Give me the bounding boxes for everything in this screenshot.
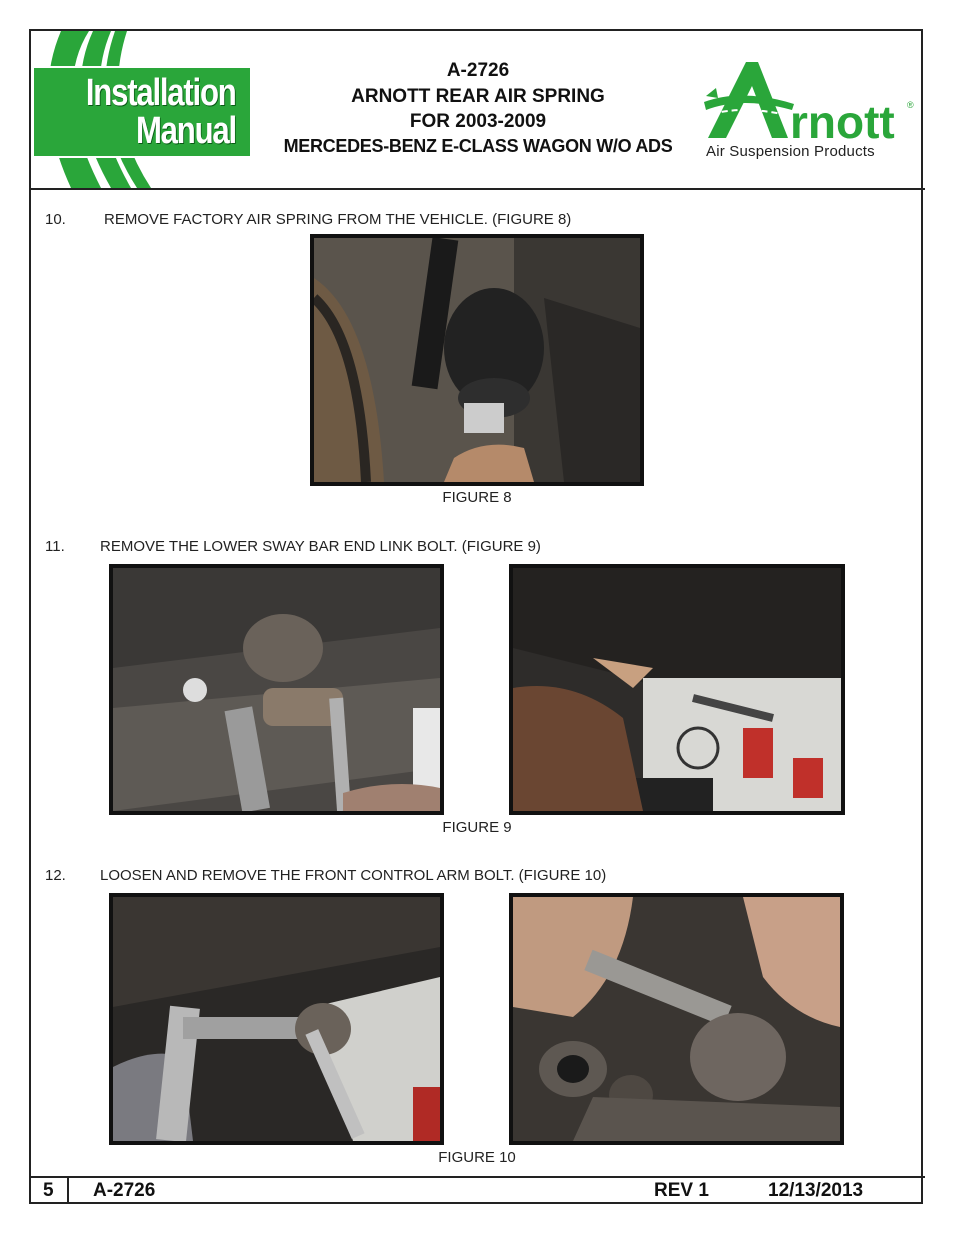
title-product: ARNOTT REAR AIR SPRING — [351, 86, 605, 107]
step-number: 11. — [45, 538, 65, 555]
figure-9-photo-left — [109, 564, 444, 815]
title-part-number: A-2726 — [446, 60, 510, 81]
figure-9-caption: FIGURE 9 — [442, 819, 512, 836]
registered-mark: ® — [907, 100, 914, 110]
arnott-a-icon — [702, 58, 918, 143]
figure-10-photo-right — [509, 893, 844, 1145]
badge-label-box — [32, 66, 252, 158]
figure-8-caption: FIGURE 8 — [442, 489, 512, 506]
title-years: FOR 2003-2009 — [409, 111, 547, 132]
header-divider — [29, 188, 925, 190]
footer-page-number: 5 — [43, 1180, 54, 1201]
step-number: 12. — [45, 867, 66, 884]
figure-10-caption: FIGURE 10 — [438, 1149, 516, 1166]
badge-line-manual: Manual — [136, 110, 236, 152]
step-number: 10. — [45, 211, 66, 228]
footer-part-number: A-2726 — [93, 1180, 156, 1201]
footer-date: 12/13/2013 — [768, 1180, 864, 1201]
logo-wordmark: rnott — [790, 96, 895, 143]
footer-revision: REV 1 — [654, 1180, 709, 1201]
step-text: REMOVE FACTORY AIR SPRING FROM THE VEHICLE. (FIGURE 8) — [104, 211, 572, 228]
figure-10-photo-left — [109, 893, 444, 1145]
logo-tagline: Air Suspension Products — [706, 143, 875, 160]
footer-page-divider — [67, 1178, 69, 1204]
badge-line-installation: Installation — [86, 72, 236, 114]
step-text: REMOVE THE LOWER SWAY BAR END LINK BOLT. (FIGURE 9) — [100, 538, 541, 555]
document-title — [268, 58, 688, 159]
step-text: LOOSEN AND REMOVE THE FRONT CONTROL ARM BOLT. (FIGURE 10) — [100, 867, 607, 884]
figure-8-photo — [310, 234, 644, 486]
footer-divider — [29, 1176, 925, 1178]
figure-9-photo-right — [509, 564, 845, 815]
title-vehicle: MERCEDES-BENZ E-CLASS WAGON W/O ADS — [283, 136, 673, 156]
